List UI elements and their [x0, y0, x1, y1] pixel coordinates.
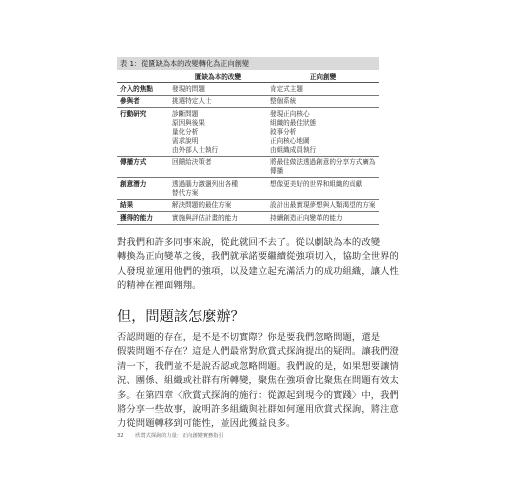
deficit-cell — [169, 110, 267, 155]
row-label: 介入的焦點 — [120, 84, 153, 93]
cell-line: 回饋給決策者 — [172, 158, 212, 166]
paragraph-1 — [117, 236, 399, 294]
table-row — [117, 200, 379, 213]
running-title: 欣賞式探詢的力量：正向創變實務指引 — [135, 433, 224, 439]
cell-line: 組織的最佳狀態 — [270, 118, 317, 127]
text-line: 將分享一些故事，說明許多組織與社群如何運用欣賞式探詢，將注意 — [117, 404, 399, 416]
cell-line: 挑選特定人士 — [172, 97, 212, 105]
cell-line: 肯定式主題 — [270, 84, 303, 93]
positive-cell — [267, 201, 379, 210]
text-line: 否認問題的存在，是不是不切實際？你是要我們忽略問題，還是 — [117, 332, 381, 343]
cell-line: 傳播 — [270, 167, 284, 175]
table-header-positive: 正向創變 — [309, 73, 337, 81]
cell-line: 發現的問題 — [172, 84, 205, 93]
cell-line: 由外部人士執行 — [172, 145, 219, 154]
deficit-cell — [169, 85, 267, 94]
row-label: 獲得的能力 — [120, 213, 153, 222]
cell-line: 整個系統 — [270, 97, 297, 105]
deficit-cell — [169, 180, 267, 198]
deficit-cell — [169, 214, 267, 223]
row-label: 結果 — [120, 201, 134, 209]
table-header-empty — [117, 71, 169, 82]
cell-line: 透過腦力激盪列出各種 — [172, 179, 238, 188]
cell-line: 替代方案 — [172, 188, 199, 197]
cell-line: 由組織成員執行 — [270, 145, 317, 154]
cell-line: 需求說明 — [172, 136, 199, 145]
page-footer — [117, 432, 233, 439]
text-line: 對我們和許多同事來說，從此就回不去了。從以劇缺為本的改變 — [117, 237, 381, 248]
text-line: 的精神在裡面翱翔。 — [117, 280, 202, 292]
positive-cell — [267, 97, 379, 106]
text-line: 人發現並運用他們的強項，以及建立起充滿活力的成功組織，讓人性 — [117, 265, 399, 277]
cell-line: 原因與後果 — [172, 118, 205, 127]
text-line: 轉換為正向變革之後，我們就承諾要繼續從強項切入，協助全世界的 — [117, 251, 399, 263]
cell-line: 設計出最實現夢想與人類渴望的方案 — [270, 201, 376, 209]
cell-line: 發現正向核心 — [270, 109, 310, 118]
positive-cell — [267, 158, 379, 176]
text-line: 況、團係、組織或社群有所轉變，聚焦在強項會比聚焦在問題有效太 — [117, 375, 399, 387]
deficit-cell — [169, 158, 267, 176]
row-label: 創意潛力 — [120, 179, 147, 188]
table-row — [117, 83, 379, 96]
cell-line: 實施與評估計畫的能力 — [172, 213, 238, 222]
positive-cell — [267, 180, 379, 198]
table-caption: 表 1：從匱缺為本的改變轉化為正向創變 — [117, 57, 379, 70]
comparison-table — [117, 57, 379, 225]
section-heading: 但，問題該怎麼辦？ — [117, 309, 245, 325]
table-row — [117, 96, 379, 109]
cell-line: 將最佳做法透過創意的分享方式廣為 — [270, 158, 376, 166]
cell-line: 診斷問題 — [172, 109, 199, 118]
cell-line: 正向核心地圖 — [270, 136, 310, 145]
page-number: 32 — [117, 433, 124, 439]
text-line: 清一下，我們並不是說否認或忽略問題。我們說的是，如果想要讓情 — [117, 360, 399, 372]
row-label: 行動研究 — [120, 109, 147, 118]
table-header-deficit: 匱缺為本的改變 — [194, 73, 242, 81]
table-body — [117, 83, 379, 225]
cell-line: 解決問題的最佳方案 — [172, 201, 232, 209]
cell-line: 想像更美好的世界和組織的貢獻 — [270, 179, 363, 188]
table-header-row — [117, 71, 379, 83]
text-line: 假裝問題不存在？這是人們最常對欣賞式探詢提出的疑問。讓我們澄 — [117, 346, 399, 358]
paragraph-2 — [117, 331, 399, 432]
deficit-cell — [169, 201, 267, 210]
row-label: 傳播方式 — [120, 158, 147, 166]
cell-line: 持續創造正向變革的能力 — [270, 213, 343, 222]
table-row — [117, 212, 379, 225]
table-row — [117, 157, 379, 179]
cell-line: 量化分析 — [172, 127, 199, 136]
cell-line: 敘事分析 — [270, 127, 297, 136]
deficit-cell — [169, 97, 267, 106]
text-line: 多。在第四章〈欣賞式探詢的施行：從源起到現今的實踐〉中，我們 — [117, 389, 399, 401]
table-row — [117, 108, 379, 157]
text-line: 力從問題轉移到可能性，並因此獲益良多。 — [117, 418, 296, 430]
row-label: 參與者 — [120, 97, 140, 105]
table-row — [117, 178, 379, 200]
positive-cell — [267, 85, 379, 94]
positive-cell — [267, 214, 379, 223]
positive-cell — [267, 110, 379, 155]
